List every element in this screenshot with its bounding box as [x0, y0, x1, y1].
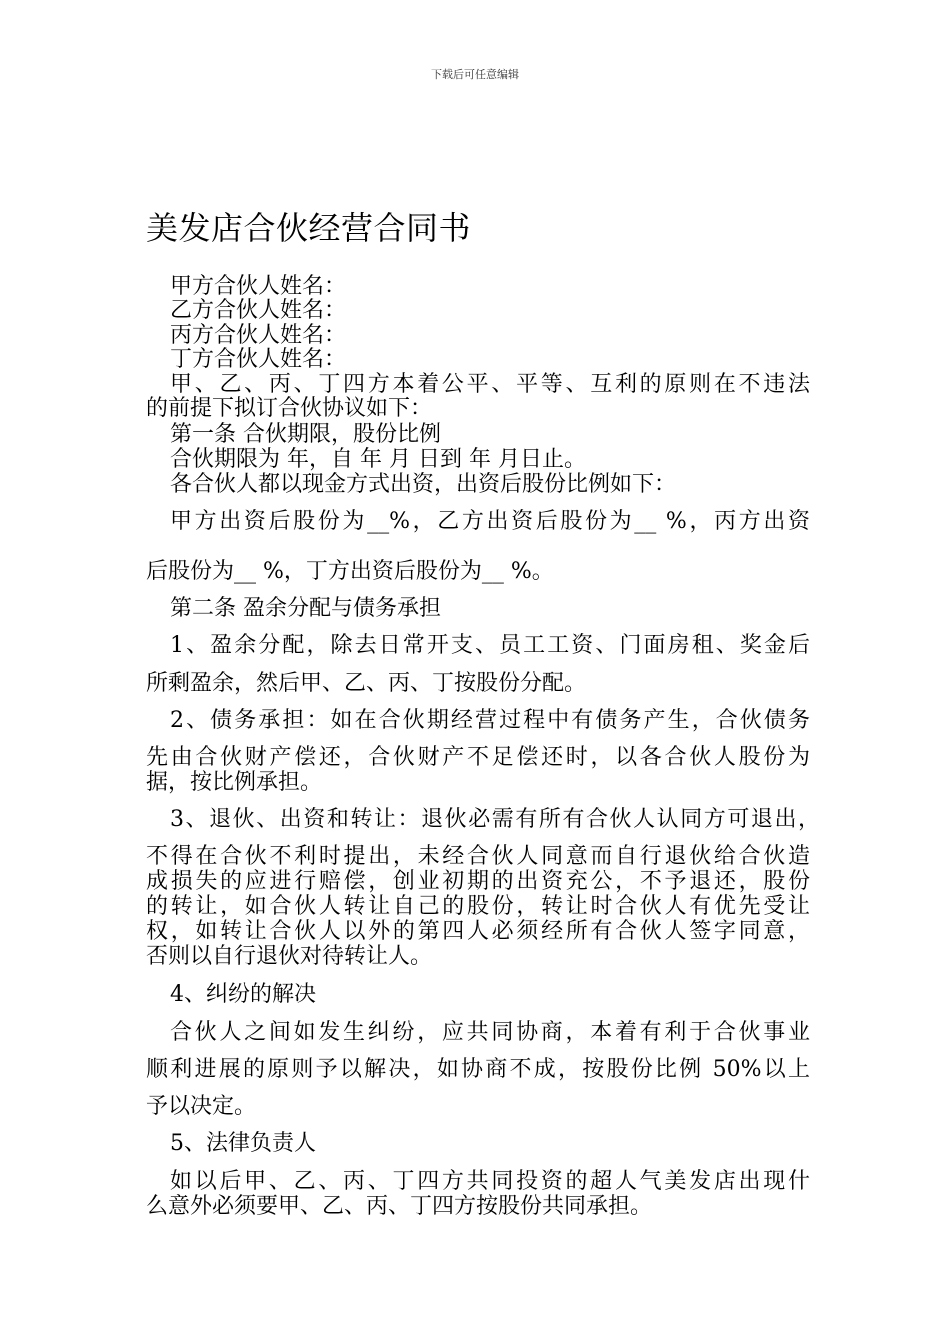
share-ratio-line-2: 后股份为__ %，丁方出资后股份为__ %。: [146, 559, 554, 584]
withdrawal-line-1: 3、退伙、出资和转让：退伙必需有所有合伙人认同方可退出，: [170, 807, 820, 832]
preamble-line-1: 甲、乙、丙、丁四方本着公平、平等、互利的原则在不违法: [170, 372, 810, 397]
party-d-name-line: 丁方合伙人姓名：: [170, 347, 347, 372]
withdrawal-line-5: 权，如转让合伙人以外的第四人必须经所有合伙人签字同意，: [146, 919, 810, 944]
withdrawal-line-4: 的转让，如合伙人转让自己的股份，转让时合伙人有优先受让: [146, 894, 810, 919]
article-one-heading: 第一条 合伙期限，股份比例: [170, 422, 441, 447]
debt-line-3: 据，按比例承担。: [146, 770, 323, 795]
document-title: 美发店合伙经营合同书: [146, 209, 472, 247]
liability-heading: 5、法律负责人: [170, 1131, 316, 1156]
withdrawal-line-3: 成损失的应进行赔偿，创业初期的出资充公，不予退还，股份: [146, 869, 810, 894]
preamble-line-2: 的前提下拟订合伙协议如下：: [146, 396, 433, 421]
debt-line-2: 先由合伙财产偿还，合伙财产不足偿还时，以各合伙人股份为: [146, 745, 810, 770]
term-line: 合伙期限为 年，自 年 月 日到 年 月日止。: [170, 447, 586, 472]
profit-line-1: 1、盈余分配，除去日常开支、员工工资、门面房租、奖金后: [170, 633, 810, 658]
party-a-name-line: 甲方合伙人姓名：: [170, 274, 347, 299]
article-two-heading: 第二条 盈余分配与债务承担: [170, 596, 441, 621]
page-header-note: 下载后可任意编辑: [431, 68, 519, 81]
dispute-line-3: 予以决定。: [146, 1094, 257, 1119]
share-ratio-line-1: 甲方出资后股份为__%，乙方出资后股份为__ %，丙方出资: [170, 509, 810, 534]
capital-line: 各合伙人都以现金方式出资，出资后股份比例如下：: [170, 472, 677, 497]
debt-line-1: 2、债务承担：如在合伙期经营过程中有债务产生，合伙债务: [170, 708, 810, 733]
liability-line-1: 如以后甲、乙、丙、丁四方共同投资的超人气美发店出现什: [170, 1169, 810, 1194]
withdrawal-line-2: 不得在合伙不利时提出，未经合伙人同意而自行退伙给合伙造: [146, 844, 810, 869]
party-b-name-line: 乙方合伙人姓名：: [170, 298, 347, 323]
dispute-line-1: 合伙人之间如发生纠纷，应共同协商，本着有利于合伙事业: [170, 1020, 810, 1045]
dispute-line-2: 顺利进展的原则予以解决，如协商不成，按股份比例 50%以上: [146, 1057, 810, 1082]
profit-line-2: 所剩盈余，然后甲、乙、丙、丁按股份分配。: [146, 671, 587, 696]
party-c-name-line: 丙方合伙人姓名：: [170, 323, 347, 348]
withdrawal-line-6: 否则以自行退伙对待转让人。: [146, 944, 433, 969]
liability-line-2: 么意外必须要甲、乙、丙、丁四方按股份共同承担。: [146, 1194, 653, 1219]
dispute-heading: 4、纠纷的解决: [170, 982, 316, 1007]
